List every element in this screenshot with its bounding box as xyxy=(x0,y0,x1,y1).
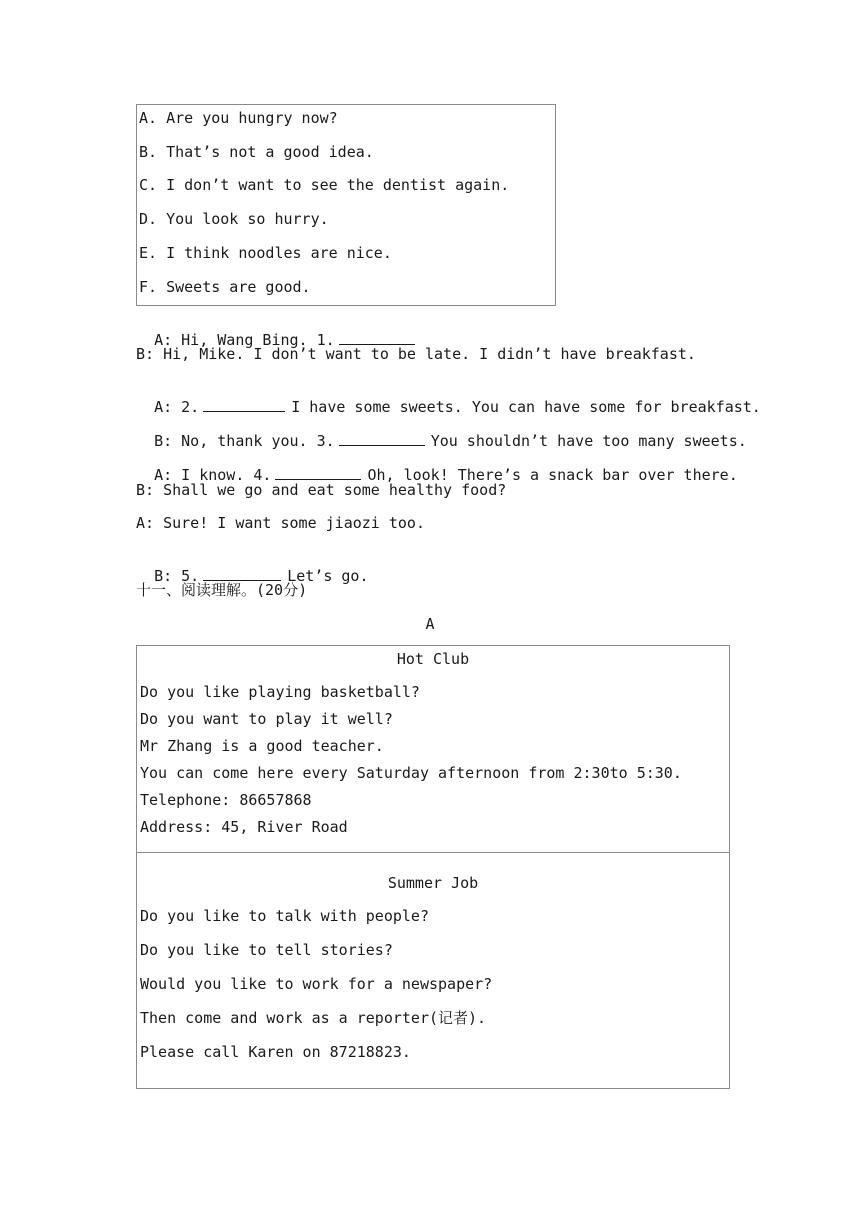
option-f: F. Sweets are good. xyxy=(139,278,311,296)
dialogue-line-5-suffix: Oh, look! There’s a snack bar over there. xyxy=(367,466,738,484)
dialogue-line-5 xyxy=(136,447,738,484)
dialogue-line-5-prefix: A: I know. 4. xyxy=(154,466,272,484)
hot-club-line: Telephone: 86657868 xyxy=(140,791,312,809)
dialogue-line-2: B: Hi, Mike. I don’t want to be late. I didn’t have breakfast. xyxy=(136,345,696,363)
hot-club-line: Address: 45, River Road xyxy=(140,818,348,836)
option-a: A. Are you hungry now? xyxy=(139,109,338,127)
summer-job-line: Would you like to work for a newspaper? xyxy=(140,975,493,993)
dialogue-line-4 xyxy=(136,413,747,450)
section-heading: 十一、阅读理解。(20分) xyxy=(136,581,308,599)
hot-club-line: Do you like playing basketball? xyxy=(140,683,420,701)
dialogue-line-1-text: A: Hi, Wang Bing. 1. xyxy=(154,331,335,349)
hot-club-line: You can come here every Saturday afternoon from 2:30to 5:30. xyxy=(140,764,682,782)
summer-job-line: Do you like to talk with people? xyxy=(140,907,429,925)
options-box xyxy=(136,104,556,306)
answer-blank-4[interactable] xyxy=(275,465,361,480)
dialogue-line-7: A: Sure! I want some jiaozi too. xyxy=(136,514,425,532)
summer-job-line: Then come and work as a reporter(记者). xyxy=(140,1009,487,1027)
summer-job-line: Please call Karen on 87218823. xyxy=(140,1043,411,1061)
option-e: E. I think noodles are nice. xyxy=(139,244,392,262)
dialogue-line-3-suffix: I have some sweets. You can have some for breakfast. xyxy=(291,398,761,416)
summer-job-line: Do you like to tell stories? xyxy=(140,941,393,959)
dialogue-line-4-prefix: B: No, thank you. 3. xyxy=(154,432,335,450)
answer-blank-1[interactable] xyxy=(339,330,415,345)
dialogue-line-6: B: Shall we go and eat some healthy food? xyxy=(136,481,507,499)
option-d: D. You look so hurry. xyxy=(139,210,329,228)
answer-blank-5[interactable] xyxy=(203,566,281,581)
answer-blank-2[interactable] xyxy=(203,397,285,412)
dialogue-line-4-suffix: You shouldn’t have too many sweets. xyxy=(430,432,747,450)
answer-blank-3[interactable] xyxy=(339,431,425,446)
option-c: C. I don’t want to see the dentist again. xyxy=(139,176,510,194)
ads-divider xyxy=(137,852,729,853)
option-b: B. That’s not a good idea. xyxy=(139,143,374,161)
dialogue-line-8-prefix: B: 5. xyxy=(154,567,200,585)
dialogue-line-3-prefix: A: 2. xyxy=(154,398,200,416)
dialogue-line-1 xyxy=(136,312,421,349)
hot-club-title: Hot Club xyxy=(396,650,470,668)
summer-job-title: Summer Job xyxy=(387,874,479,892)
hot-club-line: Mr Zhang is a good teacher. xyxy=(140,737,384,755)
dialogue-line-3 xyxy=(136,379,761,416)
dialogue-line-8 xyxy=(136,548,369,585)
hot-club-line: Do you want to play it well? xyxy=(140,710,393,728)
dialogue-line-8-suffix: Let’s go. xyxy=(287,567,369,585)
passage-label: A xyxy=(425,615,435,633)
ads-table xyxy=(136,645,730,1089)
